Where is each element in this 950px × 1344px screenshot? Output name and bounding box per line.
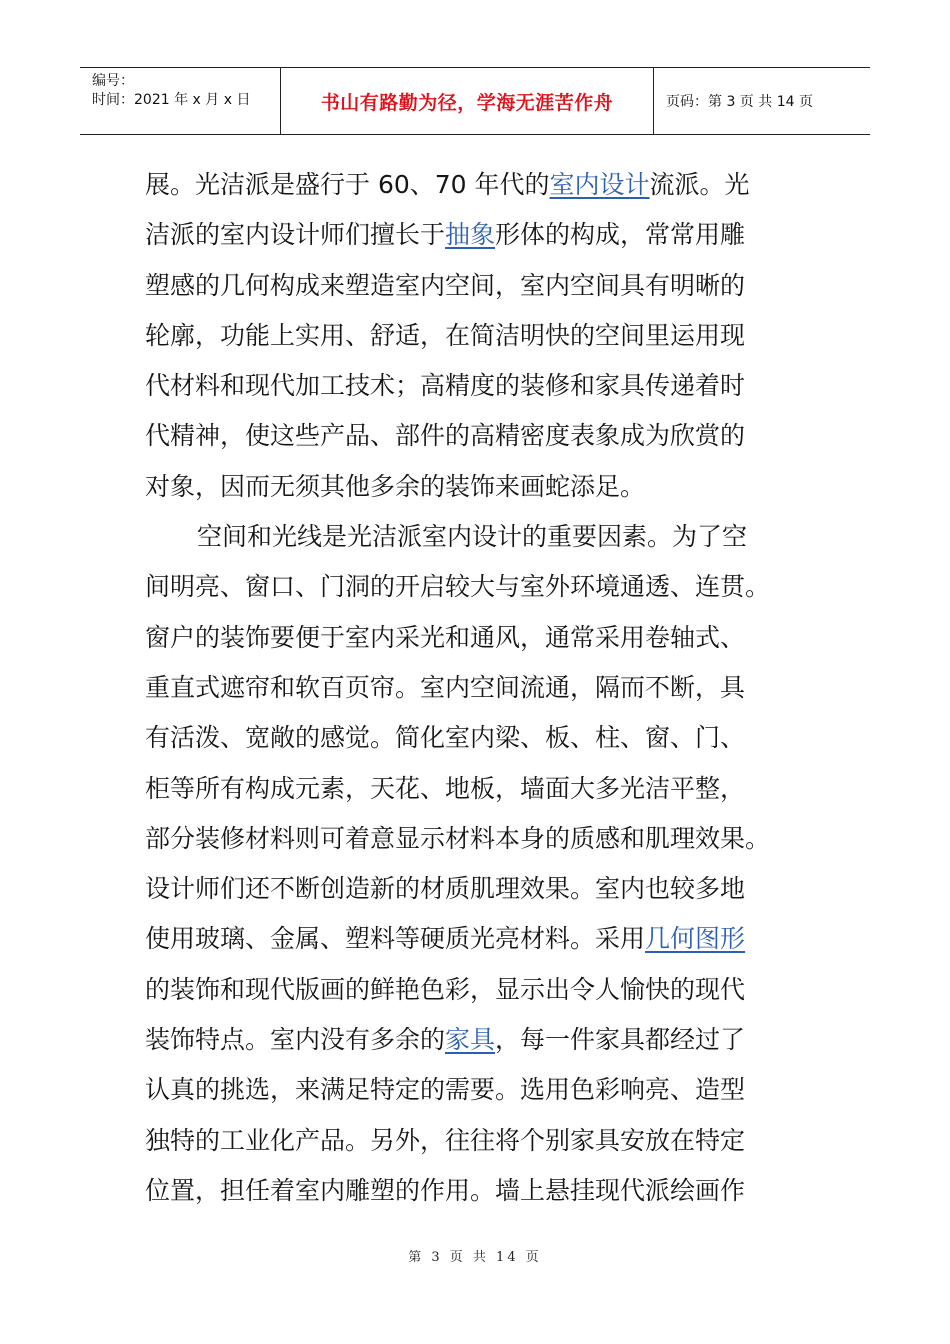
- header-motto: 书山有路勤为径，学海无涯苦作舟: [281, 68, 654, 134]
- link-abstract[interactable]: 抽象: [445, 220, 496, 250]
- text-line: 的装饰和现代版画的鲜艳色彩，显示出令人愉快的现代: [145, 974, 746, 1004]
- text-fragment: 使用玻璃、金属、塑料等硬质光亮材料。采用: [145, 924, 646, 954]
- text-line: [145, 160, 825, 210]
- text-line: [145, 914, 825, 964]
- text-line: 柜等所有构成元素，天花、地板，墙面大多光洁平整，: [145, 773, 746, 803]
- text-line: 认真的挑选，来满足特定的需要。选用色彩响亮、造型: [145, 1075, 746, 1105]
- text-line: 塑感的几何构成来塑造室内空间，室内空间具有明晰的: [145, 270, 746, 300]
- document-body: [145, 160, 825, 1216]
- link-interior-design[interactable]: 室内设计: [549, 170, 650, 199]
- text-line: 有活泼、宽敞的感觉。简化室内梁、板、柱、窗、门、: [145, 723, 746, 753]
- link-geometric-shapes[interactable]: 几何图形: [645, 924, 746, 954]
- text-line: 对象，因而无须其他多余的装饰来画蛇添足。: [145, 471, 646, 501]
- text-line: 位置，担任着室内雕塑的作用。墙上悬挂现代派绘画作: [145, 1175, 746, 1205]
- time-label: 时间：2021 年 x 月 x 日: [92, 92, 251, 108]
- text-line: 设计师们还不断创造新的材质肌理效果。室内也较多地: [145, 874, 746, 904]
- text-fragment: 洁派的室内设计师们擅长于: [145, 220, 446, 250]
- text-line: 空间和光线是光洁派室内设计的重要因素。为了空: [197, 522, 748, 552]
- text-fragment: 流派。光: [649, 170, 750, 199]
- text-line: 窗户的装饰要便于室内采光和通风，通常采用卷轴式、: [145, 622, 746, 652]
- text-line: [145, 1015, 825, 1065]
- text-line: 重直式遮帘和软百页帘。室内空间流通，隔而不断，具: [145, 672, 746, 702]
- link-furniture[interactable]: 家具: [445, 1025, 496, 1055]
- header-meta: [80, 68, 281, 134]
- number-label: 编号：: [92, 73, 134, 89]
- header-page-info: 页码：第 3 页 共 14 页: [666, 94, 813, 110]
- text-fragment: 装饰特点。室内没有多余的: [145, 1025, 446, 1055]
- page-header: [80, 67, 870, 135]
- text-line: 代精神，使这些产品、部件的高精密度表象成为欣赏的: [145, 421, 746, 451]
- text-line: 代材料和现代加工技术；高精度的装修和家具传递着时: [145, 371, 746, 401]
- text-fragment: 形体的构成，常常用雕: [495, 220, 746, 250]
- text-fragment: 展。光洁派是盛行于 60、70 年代的: [145, 170, 550, 199]
- text-line: 部分装修材料则可着意显示材料本身的质感和肌理效果。: [145, 823, 771, 853]
- page-footer: 第 3 页 共 14 页: [408, 1250, 542, 1265]
- text-line: [145, 210, 825, 260]
- text-line: 间明亮、窗口、门洞的开启较大与室外环境通透、连贯。: [145, 572, 771, 602]
- text-fragment: ，每一件家具都经过了: [495, 1025, 746, 1055]
- text-line: 独特的工业化产品。另外，往往将个别家具安放在特定: [145, 1125, 746, 1155]
- text-line: 轮廓，功能上实用、舒适，在简洁明快的空间里运用现: [145, 320, 746, 350]
